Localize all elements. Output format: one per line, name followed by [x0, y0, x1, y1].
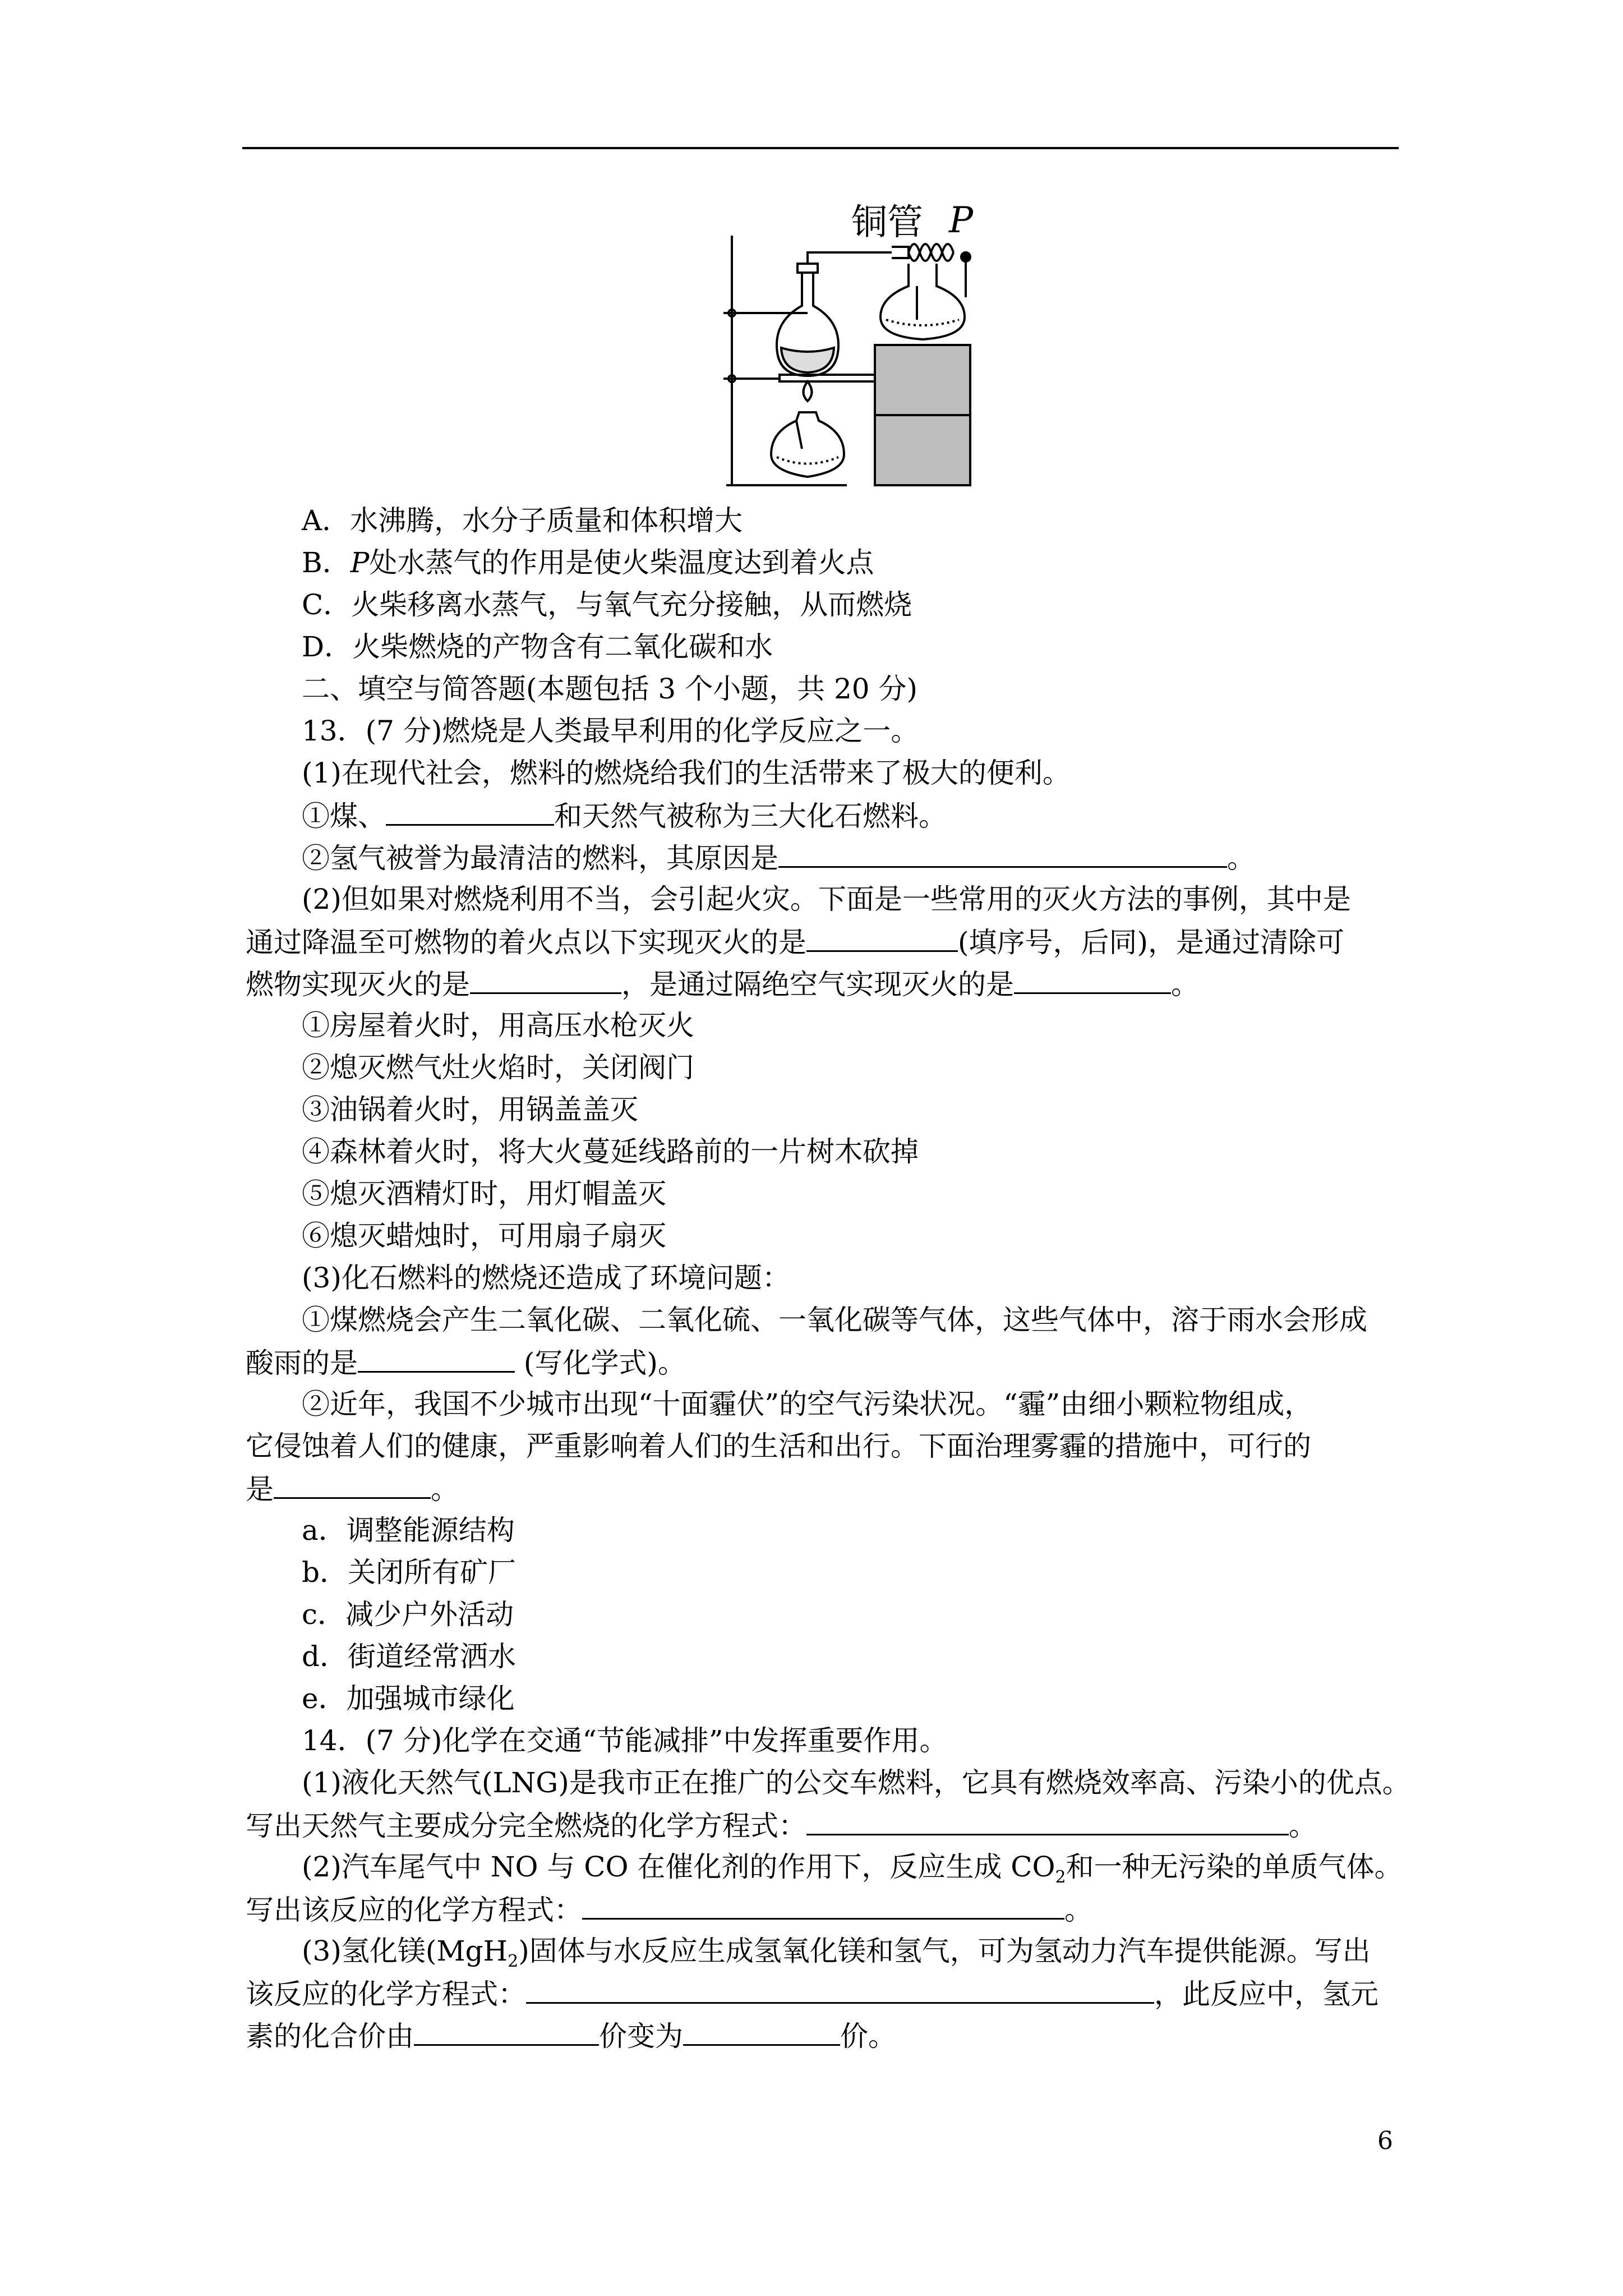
option-c: C．火柴移离水蒸气，与氧气充分接触，从而燃烧	[302, 588, 912, 621]
q14-p3-line2-text-a: 该反应的化学方程式：	[246, 1978, 526, 2010]
q14-p1-line1: (1)液化天然气(LNG)是我市正在推广的公交车燃料，它具有燃烧效率高、污染小的优点。	[302, 1766, 1410, 1799]
q13-p3-2-line1: ②近年，我国不少城市出现“十面霾伏”的空气污染状况。“霾”由细小颗粒物组成，	[302, 1388, 1313, 1420]
q14-p2-line2-text-a: 写出该反应的化学方程式：	[246, 1894, 582, 1926]
q13-p2-line3-text-b: ，是通过隔绝空气实现灭火的是	[621, 968, 1014, 1001]
q14-p2-line1-text-a: (2)汽车尾气中 NO 与 CO 在催化剂的作用下，反应生成 CO	[302, 1851, 1055, 1883]
q13-p3: (3)化石燃料的燃烧还造成了环境问题：	[302, 1262, 790, 1294]
measure-option: e．加强城市绿化	[302, 1682, 515, 1715]
answer-blank[interactable]	[683, 2018, 840, 2046]
answer-blank[interactable]	[806, 1808, 1289, 1835]
q14-p3-line1-text-b: )固体与水反应生成氢氧化镁和氢气，可为氢动力汽车提供能源。写出	[518, 1935, 1371, 1967]
q14-p3-line2-text-b: ，此反应中，氢元	[1154, 1978, 1378, 2010]
extinguish-item: ②熄灭燃气灶火焰时，关闭阀门	[302, 1051, 694, 1084]
answer-blank[interactable]	[778, 840, 1227, 868]
q14-p2-line1-text-b: 和一种无污染的单质气体。	[1066, 1851, 1403, 1883]
answer-blank[interactable]	[582, 1892, 1064, 1920]
answer-blank[interactable]	[414, 2018, 599, 2046]
option-b	[302, 546, 874, 579]
q13-p1-2-text-a: ②氢气被誉为最清洁的燃料，其原因是	[302, 842, 778, 875]
measure-option: a．调整能源结构	[302, 1514, 515, 1547]
q13-p2-line3-text-c: 。	[1171, 968, 1199, 1001]
q14-p1-line2-text-b: 。	[1289, 1810, 1317, 1842]
q14-p3-line3-text-c: 价。	[840, 2020, 896, 2053]
q13-p1-1-text-b: 和天然气被称为三大化石燃料。	[554, 800, 947, 832]
measure-option: b．关闭所有矿厂	[302, 1556, 517, 1589]
q13-p3-2-line3-text-b: 。	[431, 1473, 459, 1506]
answer-blank[interactable]	[806, 924, 958, 952]
q13-p3-2-line3	[246, 1471, 459, 1506]
q13-p2-line2-text-b: (填序号，后同)，是通过清除可	[958, 926, 1345, 959]
extinguish-item: ①房屋着火时，用高压水枪灭火	[302, 1009, 694, 1042]
q13-p3-2-line3-text-a: 是	[246, 1473, 274, 1506]
q13-p2-line2-text-a: 通过降温至可燃物的着火点以下实现灭火的是	[246, 926, 806, 959]
answer-blank[interactable]	[470, 967, 621, 994]
q13-p1-1	[302, 798, 947, 833]
q13-p3-1-line2-text-b: (写化学式)。	[515, 1347, 686, 1379]
page-number: 6	[1377, 2127, 1393, 2155]
q14-p3-line3-text-b: 价变为	[599, 2020, 683, 2053]
q13-p2-line3	[246, 967, 1199, 1001]
q14-p3-line3-text-a: 素的化合价由	[246, 2020, 414, 2053]
q14-p1-line2	[246, 1808, 1317, 1843]
extinguish-item: ③油锅着火时，用锅盖盖灭	[302, 1093, 638, 1126]
measure-option: c．减少户外活动	[302, 1598, 514, 1631]
q14-p1-line2-text-a: 写出天然气主要成分完全燃烧的化学方程式：	[246, 1810, 806, 1842]
q13-p1-1-text-a: ①煤、	[302, 800, 386, 832]
q14-p2-line2-text-b: 。	[1064, 1894, 1092, 1926]
q13-p2-line2	[246, 924, 1344, 959]
copper-tube-label: 铜管	[851, 202, 923, 243]
q13-p1: (1)在现代社会，燃料的燃烧给我们的生活带来了极大的便利。	[302, 757, 1071, 789]
q14-p3-line3	[246, 2018, 896, 2053]
section2-heading: 二、填空与简答题(本题包括 3 个小题，共 20 分)	[302, 673, 918, 705]
q14-p3-line2	[246, 1976, 1378, 2011]
q13-p3-2-line2: 它侵蚀着人们的健康，严重影响着人们的生活和出行。下面治理雾霾的措施中，可行的	[246, 1430, 1311, 1462]
q14-title: 14．(7 分)化学在交通“节能减排”中发挥重要作用。	[302, 1724, 948, 1757]
option-b-italic: P	[350, 546, 370, 579]
apparatus-drawing	[723, 208, 987, 494]
q13-p1-2-text-b: 。	[1227, 842, 1255, 875]
header-rule	[242, 147, 1399, 149]
answer-blank[interactable]	[386, 798, 554, 826]
q13-p2-line1: (2)但如果对燃烧利用不当，会引起火灾。下面是一些常用的灭火方法的事例，其中是	[302, 883, 1351, 915]
option-b-letter: B．	[302, 546, 351, 579]
q13-p3-1-line2	[246, 1345, 686, 1380]
answer-blank[interactable]	[526, 1976, 1154, 2004]
extinguish-item: ④森林着火时，将大火蔓延线路前的一片树木砍掉	[302, 1135, 919, 1168]
extinguish-item: ⑥熄灭蜡烛时，可用扇子扇灭	[302, 1220, 666, 1252]
answer-blank[interactable]	[274, 1471, 431, 1499]
subscript: 2	[508, 1952, 519, 1971]
q13-p3-1-line1: ①煤燃烧会产生二氧化碳、二氧化硫、一氧化碳等气体，这些气体中，溶于雨水会形成	[302, 1304, 1367, 1336]
q13-p2-line3-text-a: 燃物实现灭火的是	[246, 968, 470, 1001]
answer-blank[interactable]	[1014, 967, 1171, 994]
option-d: D．火柴燃烧的产物含有二氧化碳和水	[302, 631, 773, 663]
option-a: A．水沸腾，水分子质量和体积增大	[302, 504, 743, 537]
point-p-label: P	[949, 200, 974, 241]
q13-title: 13．(7 分)燃烧是人类最早利用的化学反应之一。	[302, 715, 919, 747]
answer-blank[interactable]	[358, 1345, 515, 1373]
q14-p2-line1	[302, 1850, 1403, 1894]
q14-p2-line2	[246, 1892, 1092, 1927]
measure-option: d．街道经常洒水	[302, 1640, 517, 1673]
q13-p3-1-line2-text-a: 酸雨的是	[246, 1347, 358, 1379]
q14-p3-line1-text-a: (3)氢化镁(MgH	[302, 1935, 508, 1967]
q14-p3-line1	[302, 1934, 1371, 1978]
subscript: 2	[1055, 1867, 1066, 1887]
option-b-text: 处水蒸气的作用是使火柴温度达到着火点	[369, 546, 874, 579]
apparatus-figure	[723, 200, 987, 494]
extinguish-item: ⑤熄灭酒精灯时，用灯帽盖灭	[302, 1177, 666, 1210]
q13-p1-2	[302, 840, 1255, 875]
